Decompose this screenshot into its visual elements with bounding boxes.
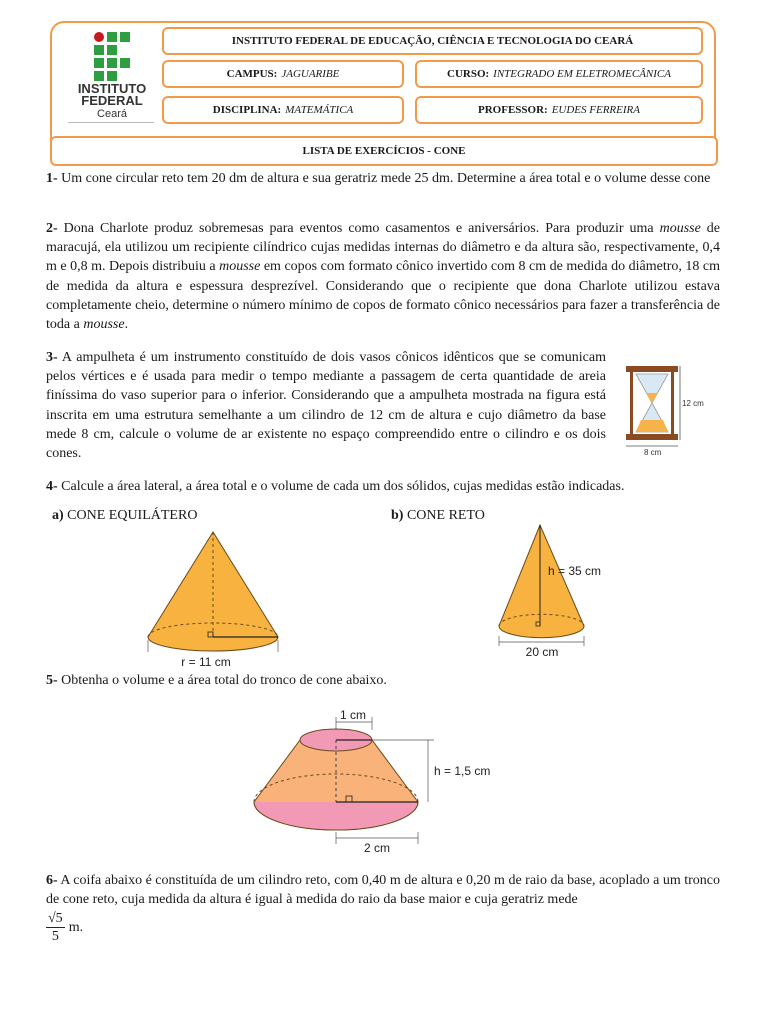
list-title xyxy=(50,136,718,166)
question-6 xyxy=(46,871,720,909)
list-title-text: LISTA DE EXERCÍCIOS - CONE xyxy=(302,145,466,157)
question-2-text-2: de maracujá, ela utilizou um recipiente cilíndrico cujas medidas internas do diâmetro e da altura são, respectivamente, 0,4 m e 0,8 m. Depois distribuiu a xyxy=(46,221,721,275)
frustum-height-label: h = 1,5 cm xyxy=(434,764,491,778)
subject-box xyxy=(162,96,404,124)
question-1-number: 1- xyxy=(46,171,58,186)
generatrix-value xyxy=(46,910,83,945)
hourglass-figure xyxy=(622,364,716,458)
logo-line1: INSTITUTO xyxy=(77,81,147,96)
subject-value: MATEMÁTICA xyxy=(285,104,354,116)
fraction xyxy=(46,910,65,945)
question-5-text: Obtenha o volume e a área total do tronco de cone abaixo. xyxy=(57,673,387,688)
cone-height-label: h = 35 cm xyxy=(548,564,602,578)
logo-line2: FEDERAL xyxy=(81,93,143,108)
teacher-value: EUDES FERREIRA xyxy=(551,104,640,116)
item-a-text: CONE EQUILÁTERO xyxy=(63,508,198,523)
campus-value: JAGUARIBE xyxy=(281,68,340,80)
fraction-denominator: 5 xyxy=(51,929,59,944)
institution-name: INSTITUTO FEDERAL DE EDUCAÇÃO, CIÊNCIA E TECNOLOGIA DO CEARÁ xyxy=(231,35,634,47)
question-1-text: Um cone circular reto tem 20 dm de altura e sua geratriz mede 25 dm. Determine a área total e o volume desse cone xyxy=(57,171,711,186)
question-2-text-4: . xyxy=(124,317,129,333)
question-3-number: 3- xyxy=(46,350,58,365)
mousse-word-1: mousse xyxy=(659,221,701,236)
item-b-title xyxy=(391,508,485,524)
campus-label: CAMPUS: xyxy=(226,68,278,80)
teacher-box xyxy=(415,96,703,124)
course-label: CURSO: xyxy=(447,68,490,80)
equilateral-cone-figure xyxy=(140,528,290,672)
teacher-label: PROFESSOR: xyxy=(478,104,548,116)
frustum-top-label: 1 cm xyxy=(339,708,367,722)
question-4-number: 4- xyxy=(46,479,58,494)
question-3-text: A ampulheta é um instrumento constituído de dois vasos cônicos idênticos que se comunicam pelos vértices e é usada para medir o tempo mediante a passagem de certa quantidade de areia finíssima do vaso superior para o inferior. Considerando que a ampulheta mostrada na figura está inscrita em uma estrutura semelhante a um cilindro de 12 cm de altura e cujo diâmetro da base mede 8 cm, calcule o volume de ar existente no espaço compreendido entre o cilindro e os dois cones. xyxy=(46,350,606,462)
course-box xyxy=(415,60,703,88)
frustum-figure xyxy=(252,704,512,856)
logo-line3: Ceará xyxy=(97,108,127,120)
question-2-number: 2- xyxy=(46,221,58,236)
question-3 xyxy=(46,348,606,463)
question-2 xyxy=(46,219,720,334)
radius-label: r = 11 cm xyxy=(181,655,231,669)
institution-box xyxy=(162,27,703,55)
subject-label: DISCIPLINA: xyxy=(212,104,282,116)
question-4 xyxy=(46,477,720,496)
right-cone-figure xyxy=(494,522,618,662)
campus-box xyxy=(162,60,404,88)
logo-divider xyxy=(68,122,154,123)
question-6-number: 6- xyxy=(46,873,58,888)
item-b-label: b) xyxy=(391,508,404,523)
question-5-number: 5- xyxy=(46,673,58,688)
item-b-text: CONE RETO xyxy=(403,508,485,523)
cone-base-label: 20 cm xyxy=(525,645,559,659)
hourglass-height-label: 12 cm xyxy=(682,399,704,408)
institute-logo xyxy=(68,30,158,125)
mousse-word-2: mousse xyxy=(219,259,261,275)
item-a-label: a) xyxy=(52,508,64,523)
course-value: INTEGRADO EM ELETROMECÂNICA xyxy=(493,68,671,80)
question-4-text: Calcule a área lateral, a área total e o volume de cada um dos sólidos, cujas medidas estão indicadas. xyxy=(57,479,625,494)
fraction-numerator: √5 xyxy=(48,911,63,926)
question-6-text: A coifa abaixo é constituída de um cilindro reto, com 0,40 m de altura e 0,20 m de raio da base, acoplado a um tronco de cone reto, cuja medida da altura é igual à medida do raio da base maior e cuja geratriz mede xyxy=(46,873,720,908)
question-2-text-3: em copos com formato cônico invertido com 8 cm de medida do diâmetro, 18 cm de medida da altura e espessura desprezível. Considerando que o recipiente que dona Charlote utilizou estava completamente cheio, determine o número mínimo de copos de formato cônico necessários para fazer a transferência de toda a xyxy=(46,259,720,333)
frustum-bottom-label: 2 cm xyxy=(363,841,391,855)
unit-text: m. xyxy=(68,919,84,935)
question-1 xyxy=(46,169,720,188)
hourglass-width-label: 8 cm xyxy=(644,448,662,457)
question-2-text-1: Dona Charlote produz sobremesas para eventos como casamentos e aniversários. Para produzir uma xyxy=(57,221,660,236)
mousse-word-3: mousse xyxy=(83,317,125,333)
item-a-title xyxy=(52,508,197,524)
question-5 xyxy=(46,671,720,690)
